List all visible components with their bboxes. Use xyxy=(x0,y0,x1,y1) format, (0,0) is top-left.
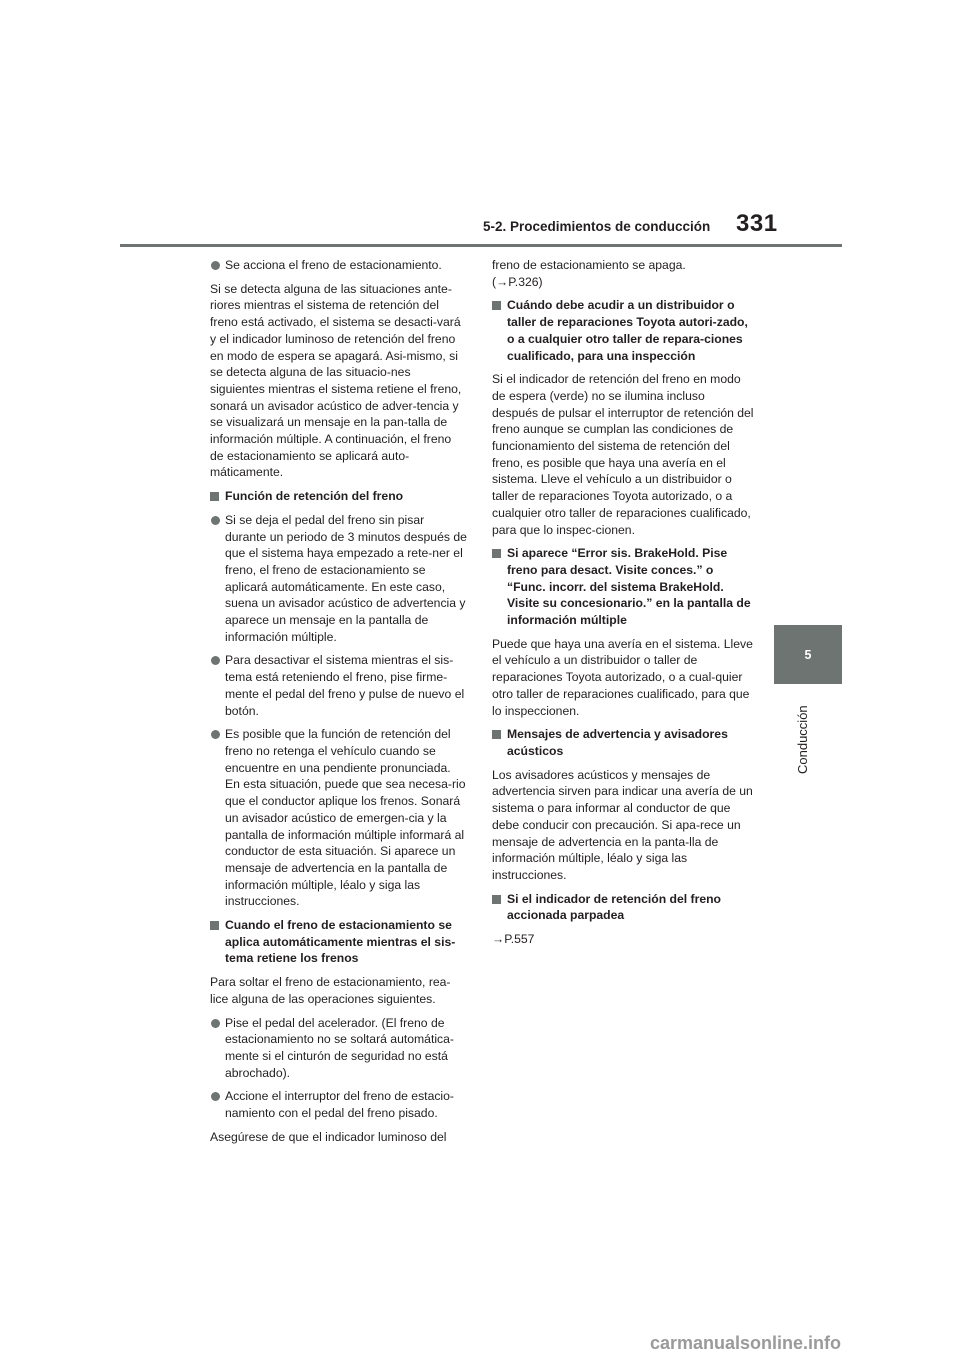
chapter-tab xyxy=(774,625,842,684)
paragraph: Si el indicador de retención del freno en modo de espera (verde) no se ilumina incluso después de pulsar el interruptor de retención del freno aunque se cumplan las condiciones de funcionamiento del sistema de retención del freno, es posible que haya una avería en el sistema. Lleve el vehículo a un distribuidor o taller de reparaciones Toyota autorizado, o a cualquier otro taller de reparaciones cualificado, para que lo inspec-cionen. xyxy=(492,372,754,537)
paragraph: Si se detecta alguna de las situaciones ante-riores mientras el sistema de retención del freno está activado, el sistema se desacti-vará y el indicador luminoso de retención del freno en modo de espera se apagará. Asi-mismo, si se detecta alguna de las situacio-nes siguientes mientras el sistema retiene el freno, sonará un avisador acústico de adver-tencia y se visualizará un mensaje en la pan-talla de información múltiple. A continuación, el freno de estacionamiento se aplicará auto-máticamente. xyxy=(210,281,462,480)
chapter-number: 5 xyxy=(804,647,812,662)
heading-text: Mensajes de advertencia y avisadores acústicos xyxy=(507,727,728,758)
bullet-icon xyxy=(211,656,220,665)
heading-text: Si aparece “Error sis. BrakeHold. Pise freno para desact. Visite conces.” o “Func. incorr. del sistema BrakeHold. Visite su concesionario.” en la pantalla de información múltiple xyxy=(507,546,751,628)
section-heading xyxy=(210,488,468,505)
paragraph: Asegúrese de que el indicador luminoso del xyxy=(210,1129,447,1144)
header-rule xyxy=(120,244,842,247)
bullet-item xyxy=(210,1015,468,1082)
left-column xyxy=(210,257,468,1152)
square-icon xyxy=(492,549,501,558)
chapter-label: Conducción xyxy=(795,705,810,774)
right-column xyxy=(492,257,754,955)
bullet-text: Se acciona el freno de estacionamiento. xyxy=(225,258,442,272)
paragraph xyxy=(492,257,754,290)
page-number: 331 xyxy=(736,210,778,237)
square-icon xyxy=(492,730,501,739)
section-heading xyxy=(492,891,754,924)
bullet-text: Es posible que la función de retención del freno no retenga el vehículo cuando se encuentre en una pendiente pronunciada. En esta situación, puede que sea necesa-rio que el conductor aplique los frenos. Sonará un avisador acústico de emergen-cia y la pantalla de información múltiple informará al conductor de esta situación. Si aparece un mensaje de advertencia en la pantalla de información múltiple, léalo y siga las instrucciones. xyxy=(225,727,466,909)
section-heading xyxy=(492,726,754,759)
bullet-item xyxy=(210,512,468,646)
paragraph: Los avisadores acústicos y mensajes de advertencia sirven para indicar una avería de un sistema o para informar al conductor de que debe conducir con precaución. Si apa-rece un mensaje de advertencia en la panta-lla de información múltiple, léalo y siga las instrucciones. xyxy=(492,767,753,882)
square-icon xyxy=(492,301,501,310)
square-icon xyxy=(210,921,219,930)
bullet-icon xyxy=(211,1019,220,1028)
bullet-item xyxy=(210,652,468,719)
heading-text: Cuando el freno de estacionamiento se aplica automáticamente mientras el sis-tema retiene los frenos xyxy=(225,918,456,966)
bullet-text: Para desactivar el sistema mientras el sis-tema está reteniendo el freno, pise firme-mente el pedal del freno y pulse de nuevo el botón. xyxy=(225,653,465,718)
square-icon xyxy=(492,895,501,904)
bullet-text: Pise el pedal del acelerador. (El freno de estacionamiento no se soltará automática-mente si el cinturón de seguridad no está abrochado). xyxy=(225,1015,454,1080)
page-reference: (→P.326) xyxy=(492,274,543,289)
section-heading xyxy=(492,297,754,364)
paragraph: Puede que haya una avería en el sistema. Lleve el vehículo a un distribuidor o taller de reparaciones Toyota autorizado, o a cual-quier otro taller de reparaciones cualificado, para que lo inspeccionen. xyxy=(492,636,753,718)
section-title: 5-2. Procedimientos de conducción xyxy=(483,219,711,234)
bullet-icon xyxy=(211,730,220,739)
paragraph: Para soltar el freno de estacionamiento, rea-lice alguna de las operaciones siguientes. xyxy=(210,975,451,1006)
heading-text: Función de retención del freno xyxy=(225,489,404,504)
bullet-text: Si se deja el pedal del freno sin pisar durante un periodo de 3 minutos después de que el sistema haya empezado a rete-ner el freno, el freno de estacionamiento se aplicará automáticamente. En este caso, suena un avisador acústico de advertencia y aparece un mensaje en la pantalla de información múltiple. xyxy=(225,512,467,644)
paragraph-text: freno de estacionamiento se apaga. xyxy=(492,258,686,272)
section-heading xyxy=(210,917,468,967)
bullet-icon xyxy=(211,261,220,270)
heading-text: Cuándo debe acudir a un distribuidor o taller de reparaciones Toyota autori-zado, o a cualquier otro taller de repara-ciones cualificado, para una inspección xyxy=(507,298,748,363)
bullet-item xyxy=(210,1088,468,1121)
page-reference: →P.557 xyxy=(492,932,535,947)
square-icon xyxy=(210,492,219,501)
bullet-item xyxy=(210,726,468,910)
bullet-text: Accione el interruptor del freno de estacio-namiento con el pedal del freno pisado. xyxy=(225,1089,454,1121)
bullet-icon xyxy=(211,516,220,525)
section-heading xyxy=(492,545,754,629)
heading-text: Si el indicador de retención del freno accionada parpadea xyxy=(507,891,722,923)
bullet-icon xyxy=(211,1092,220,1101)
bullet-item xyxy=(210,257,468,274)
watermark: carmanualsonline.info xyxy=(650,1333,842,1353)
